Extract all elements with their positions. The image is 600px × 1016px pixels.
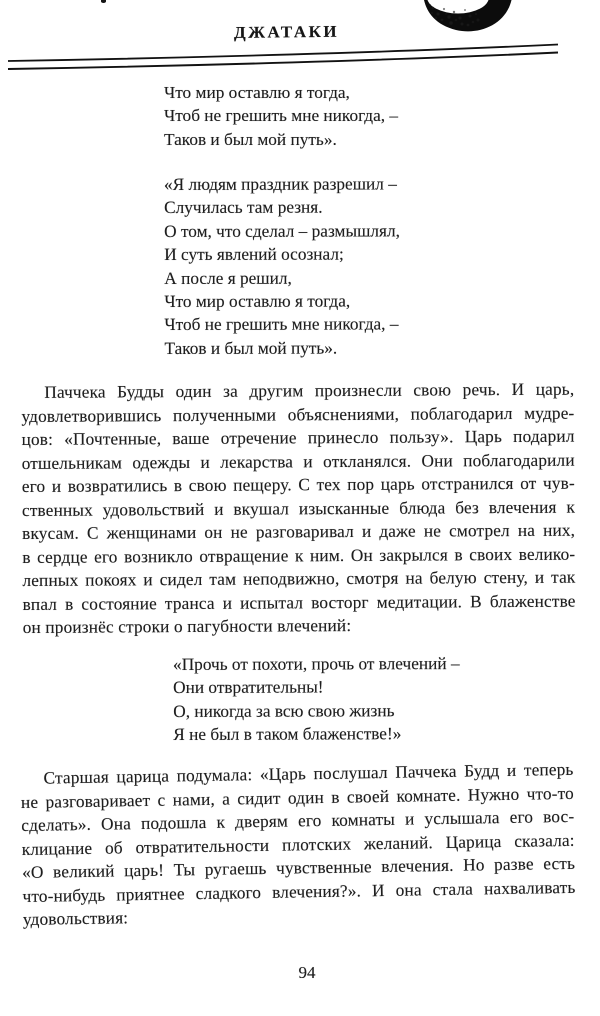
paragraph-1: [21, 378, 576, 640]
verse-line: Я не был в таком блаженстве!»: [173, 724, 402, 745]
verse-line: Таков и был мой путь».: [164, 338, 338, 358]
verse-line: Чтоб не грешить мне никогда, –: [164, 314, 399, 335]
text-line: сделать». Она подошла к дверям его комнаты и услышала его вос-: [21, 806, 575, 836]
text-line: Паччека Будды один за другим произнесли свою речь. И царь,: [44, 379, 575, 402]
text-line: что-нибудь приятнее сладкого влечения?». И она стала нахваливать: [22, 877, 576, 906]
verse-line: Что мир оставлю я тогда,: [164, 291, 351, 312]
text-line: ственных удовольствий и вкушал изысканные блюда без влечения к: [21, 497, 576, 520]
text-line: в сердце его возникло отвращение к ним. Он закрылся в своих велико-: [22, 544, 576, 567]
scan-speck: [101, 0, 106, 3]
text-line: вкусам. С женщинами он не разговаривал и даже не смотрел на них,: [22, 520, 576, 543]
text-line: он произнёс строки о пагубности влечений:: [22, 615, 352, 637]
text-line: лепных покоях и сидел там неподвижно, смотря на белую стену, и так: [22, 567, 576, 590]
verse-line: О, никогда за всю свою жизнь: [173, 701, 395, 721]
page-number: 94: [298, 963, 316, 982]
text-line: не разговаривает с нами, а сидит один в своей комнате. Нужно что-то: [20, 783, 575, 812]
verse-line: «Я людям праздник разрешил –: [164, 174, 397, 194]
double-rule-divider: [0, 40, 600, 76]
verse-line: «Прочь от похоти, прочь от влечений –: [173, 653, 460, 674]
running-head-title: ДЖАТАКИ: [233, 22, 340, 42]
text-line: цов: «Почтенные, ваше отречение принесло пользу». Царь подарил: [21, 426, 575, 450]
verse-line: И суть явлений осознал;: [164, 244, 344, 265]
text-line: Старшая царица подумала: «Царь послушал Паччека Будд и теперь: [43, 759, 574, 788]
verse-line: Чтоб не грешить мне никогда, –: [164, 106, 399, 126]
verse-line: Что мир оставлю я тогда,: [164, 83, 350, 102]
text-line: его и возвратились в свою пещеру. С тех пор царь отстранился от чув-: [21, 473, 575, 497]
verse-line: А после я решил,: [164, 268, 292, 288]
verse-line: О том, что сделал – размышлял,: [164, 221, 400, 241]
verse-block-2: [164, 172, 400, 360]
verse-line: Таков и был мой путь».: [164, 129, 337, 149]
text-line: «О великий царь! Ты ругаешь чувственные влечения. Но разве есть: [21, 853, 576, 882]
text-line: клицание об отвратительности плотских желаний. Царица сказала:: [21, 830, 575, 859]
verse-line: Случилась там резня.: [164, 197, 323, 218]
page-footer: [7, 963, 600, 983]
verse-line: Они отвратительны!: [173, 677, 324, 698]
text-line: отшельникам одежды и лекарства и откланялся. Они поблагодарили: [21, 450, 575, 473]
text-line: впал в состояние транса и испытал восторг медитации. В блаженстве: [22, 591, 576, 614]
text-line: удовольствия:: [22, 908, 129, 929]
paragraph-2: [20, 758, 576, 932]
ink-blob-illustration: [418, 0, 523, 42]
verse-block-1: [164, 81, 398, 151]
verse-block-3: [173, 652, 460, 747]
text-line: удовлетворившись полученными объяснениями, поблагодарил мудре-: [21, 403, 575, 426]
